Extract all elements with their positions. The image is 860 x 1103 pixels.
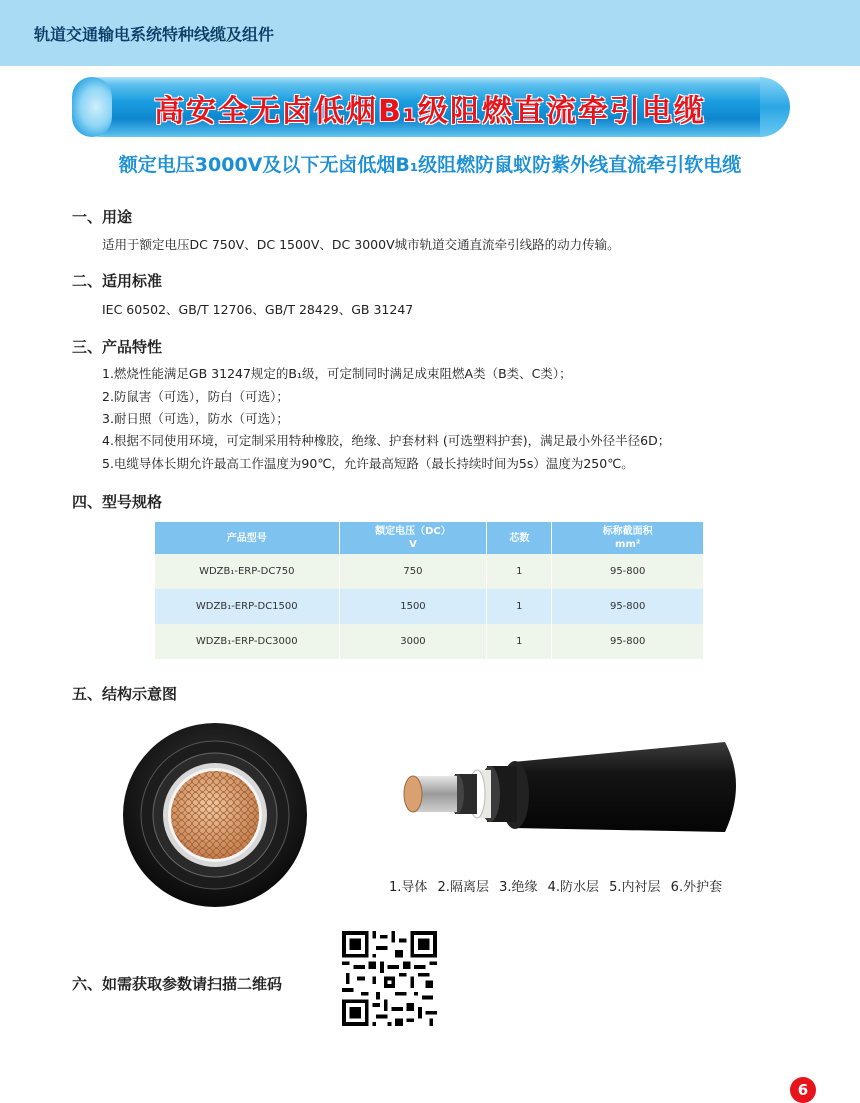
feature-item: 5.电缆导体长期允许最高工作温度为90℃，允许最高短路（最长持续时间为5s）温度为250℃。 (102, 456, 634, 471)
cell-section: 95-800 (552, 624, 704, 659)
section-features-title: 三、产品特性 (72, 338, 163, 356)
col-header-voltage-label: 额定电压（DC） (375, 526, 451, 537)
section-structure-title: 五、结构示意图 (72, 685, 178, 703)
cell-model: WDZB₁-ERP-DC750 (155, 554, 339, 589)
feature-item: 2.防鼠害（可选），防白（可选）； (102, 389, 289, 404)
col-header-voltage (339, 522, 487, 554)
table-row (155, 554, 704, 589)
cell-voltage: 1500 (339, 589, 487, 624)
cell-voltage: 750 (339, 554, 487, 589)
table-row (155, 624, 704, 659)
cell-model: WDZB₁-ERP-DC3000 (155, 624, 339, 659)
col-header-model: 产品型号 (155, 522, 339, 554)
cell-section: 95-800 (552, 589, 704, 624)
page-subtitle: 额定电压3000V及以下无卤低烟B₁级阻燃防鼠蚁防紫外线直流牵引软电缆 (118, 154, 742, 176)
section-usage-title: 一、用途 (72, 208, 133, 226)
section-models-title: 四、型号规格 (72, 493, 163, 511)
cell-model: WDZB₁-ERP-DC1500 (155, 589, 339, 624)
col-header-voltage-unit: V (409, 539, 417, 550)
banner-cap (72, 77, 112, 137)
header-title: 轨道交通输电系统特种线缆及组件 (34, 25, 275, 44)
cell-cores: 1 (487, 589, 552, 624)
table-row (155, 589, 704, 624)
page-number: 6 (790, 1077, 816, 1103)
banner-end (760, 77, 790, 137)
spec-table (155, 522, 704, 659)
col-header-cores: 芯数 (487, 522, 552, 554)
feature-item: 1.燃烧性能满足GB 31247规定的B₁级，可定制同时满足成束阻燃A类（B类、C类）； (102, 366, 572, 381)
feature-item: 3.耐日照（可选），防水（可选）； (102, 411, 289, 426)
qr-code-image[interactable] (342, 931, 437, 1026)
table-header-row (155, 522, 704, 554)
cell-cores: 1 (487, 624, 552, 659)
section-standards-text: IEC 60502、GB/T 12706、GB/T 28429、GB 31247 (102, 302, 414, 317)
cell-section: 95-800 (552, 554, 704, 589)
cell-voltage: 3000 (339, 624, 487, 659)
col-header-section-label: 标称截面积 (602, 526, 653, 537)
col-header-section (552, 522, 704, 554)
section-qr-title: 六、如需获取参数请扫描二维码 (72, 975, 283, 993)
cable-side-view-image (395, 740, 745, 840)
col-header-section-unit: mm² (615, 539, 641, 550)
cell-cores: 1 (487, 554, 552, 589)
cable-cross-section-image (122, 722, 308, 908)
feature-item: 4.根据不同使用环境，可定制采用特种橡胶，绝缘、护套材料 (可选塑料护套)，满足最小外径半径6D； (102, 433, 671, 448)
page-title: 高安全无卤低烟B₁级阻燃直流牵引电缆 (153, 94, 706, 129)
section-standards-title: 二、适用标准 (72, 272, 163, 290)
structure-legend: 1.导体 2.隔离层 3.绝缘 4.防水层 5.内衬层 6.外护套 (389, 880, 723, 895)
section-usage-text: 适用于额定电压DC 750V、DC 1500V、DC 3000V城市轨道交通直流牵引线路的动力传输。 (102, 237, 620, 252)
